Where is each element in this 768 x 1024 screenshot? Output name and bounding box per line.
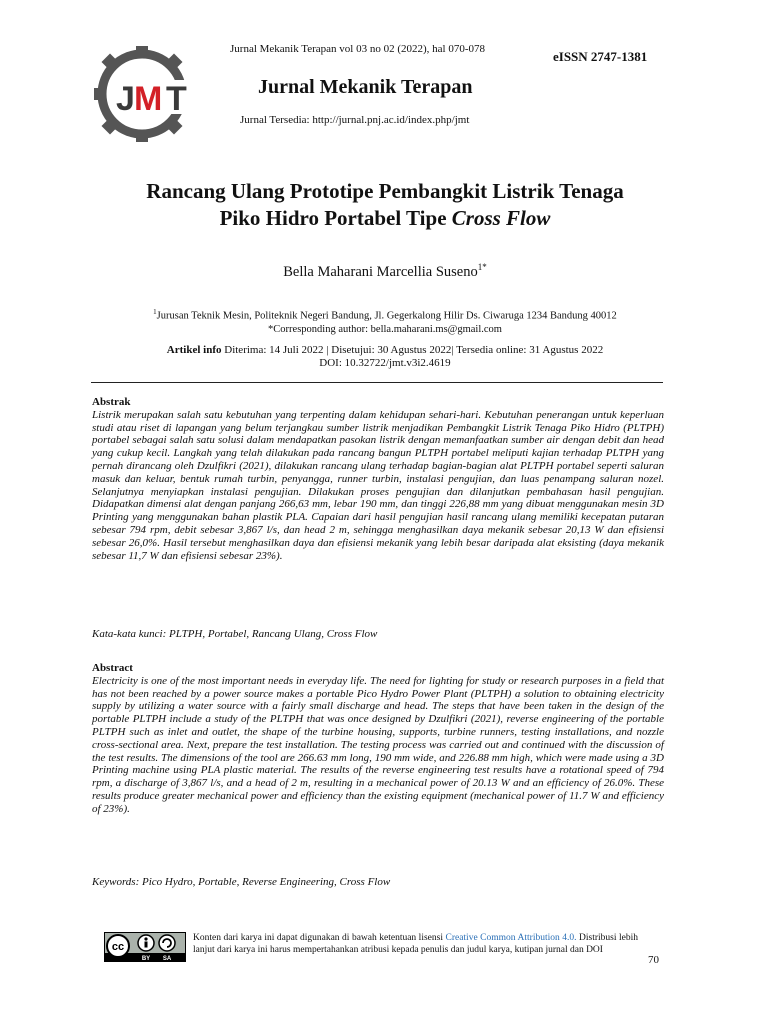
kata-kunci: Kata-kata kunci: PLTPH, Portabel, Rancang Ulang, Cross Flow [92,628,378,640]
corresponding-author: *Corresponding author: bella.maharani.ms@gmail.com [268,323,502,335]
abstract-heading: Abstract [92,662,133,674]
svg-text:M: M [134,80,163,118]
page-number: 70 [648,954,659,966]
sa-label: SA [162,956,172,962]
affiliation [40,306,730,323]
affiliation-superscript: 1 [153,308,157,316]
journal-citation: Jurnal Mekanik Terapan vol 03 no 02 (2022), hal 070-078 [230,43,486,55]
title-line-2-italic: Cross Flow [451,206,551,230]
article-doi: DOI: 10.32722/jmt.v3i2.4619 [319,357,451,369]
abstrak-text: Listrik merupakan salah satu kebutuhan yang terpenting dalam kehidupan sehari-hari. Kebutuhan penerangan untuk keperluan studi atau riset di lapangan yang belum terjangkau sumber listrik menjadikan Pembangkit Listrik Tenaga Piko Hidro (PLTPH) portabel sebagai salah satu solusi dalam mendapatkan pasokan listrik dengan memanfaatkan sumber air dengan debit dan head yang cukup kecil. Langkah yang telah dilakukan pada rancang bangun PLTPH portabel meliputi kajian terhadap PLTPH yang pernah dirancang oleh Dzulfikri (2021), dilakukan rancang ulang terhadap bagian-bagian alat PLTPH portabel seperti saluran masuk dan keluar, bentuk rumah turbin, penyangga, runner turbin, instalasi pengujian, dan luas penampang saluran nozel. Selanjutnya menyiapkan instalasi pengujian. Dilakukan proses pengujian dan dilanjutkan pembahasan hasil pengujian. Didapatkan dimensi alat dengan panjang 266,63 mm, lebar 190 mm, dan tinggi 226,88 mm yang dibuat menggunakan mesin 3D Printing yang menggunakan bahan plastik PLA. Capaian dari hasil pengujian hasil rancang ulang memiliki kecepatan putaran sebesar 794 rpm, debit sebesar 3,867 l/s, dan head 2 m, sehingga menghasilkan daya mekanik sebesar 20,13 W dan efisiensi sebesar 26,0%. Hasil tersebut menghasilkan daya dan efisiensi mekanik yang lebih besar daripada alat eksisting (daya mekanik sebesar 11,7 W dan efisiensi sebesar 23%). [92,408,664,562]
license-link[interactable]: Creative Common Attribution 4.0. [445,933,577,943]
journal-website[interactable]: Jurnal Tersedia: http://jurnal.pnj.ac.id/index.php/jmt [240,114,470,126]
abstrak-heading: Abstrak [92,396,131,408]
affiliation-text: Jurusan Teknik Mesin, Politeknik Negeri Bandung, Jl. Gegerkalong Hilir Ds. Ciwaruga 1234 Bandung 40012 [156,310,617,322]
keywords: Keywords: Pico Hydro, Portable, Reverse Engineering, Cross Flow [92,876,391,888]
abstract-text: Electricity is one of the most important needs in everyday life. The need for lighting for study or research purposes in a field that has not been reached by a power source makes a portable Pico Hydro Power Plant (PLTPH) a solution to obtaining electricity supply by utilizing a water source with a fairly small discharge and head. The steps that have been taken in the design of the portable PLTPH include a study of the PLTPH that was once designed by Dzulfikri (2021), reverse engineering of the portable PLTPH such as inlet and outlet, the shape of the turbine housing, supports, turbine runners, testing installations, and nozzle cross-sectional area. Next, prepare the test installation. The testing process was carried out and continued with the discussion of the test results. The dimensions of the tool are 266.63 mm long, 190 mm wide, and 226.88 mm high, which were made using a 3D Printing machine using PLA plastic material. The results of the reverse engineering test results have a rotational speed of 794 rpm, a discharge of 3,867 l/s, and a head of 2 m, resulting in a mechanical power of 20.13 W and an efficiency of 26.0%. These results produce greater mechanical power and efficiency than the existing equipment (mechanical power of 11.7 W and efficiency of 23%). [92,674,664,815]
affiliation-block [40,306,730,336]
license-prefix: Konten dari karya ini dapat digunakan di bawah ketentuan lisensi [193,933,446,943]
journal-title: Jurnal Mekanik Terapan [258,76,473,98]
article-title [90,178,680,232]
eissn-number: eISSN 2747-1381 [553,49,648,64]
author-name [90,262,680,281]
journal-logo [92,44,196,144]
svg-text:T: T [166,80,187,118]
article-dates [40,344,730,357]
article-info-label: Artikel info [166,344,222,356]
license-rest: Distribusi lebih lanjut dari karya ini harus mempertahankan atribusi kepada penulis dan judul karya, kutipan jurnal dan DOI [193,933,638,955]
title-line-2 [90,205,680,232]
article-info [40,344,730,370]
section-divider [91,382,663,383]
author-superscript: 1* [477,262,487,272]
author-text: Bella Maharani Marcellia Suseno [283,263,478,280]
abstrak-section [92,396,664,562]
title-line-2-prefix: Piko Hidro Portabel Tipe [219,206,452,230]
cc-symbol: cc [111,941,125,953]
article-info-dates: Diterima: 14 Juli 2022 | Disetujui: 30 Agustus 2022| Tersedia online: 31 Agustus 2022 [221,344,604,356]
abstract-section [92,662,664,816]
svg-text:J: J [116,80,135,118]
cc-license-badge[interactable] [104,932,186,962]
by-label: BY [141,956,151,962]
title-line-1: Rancang Ulang Prototipe Pembangkit Listrik Tenaga [146,179,624,203]
license-text [193,933,638,957]
